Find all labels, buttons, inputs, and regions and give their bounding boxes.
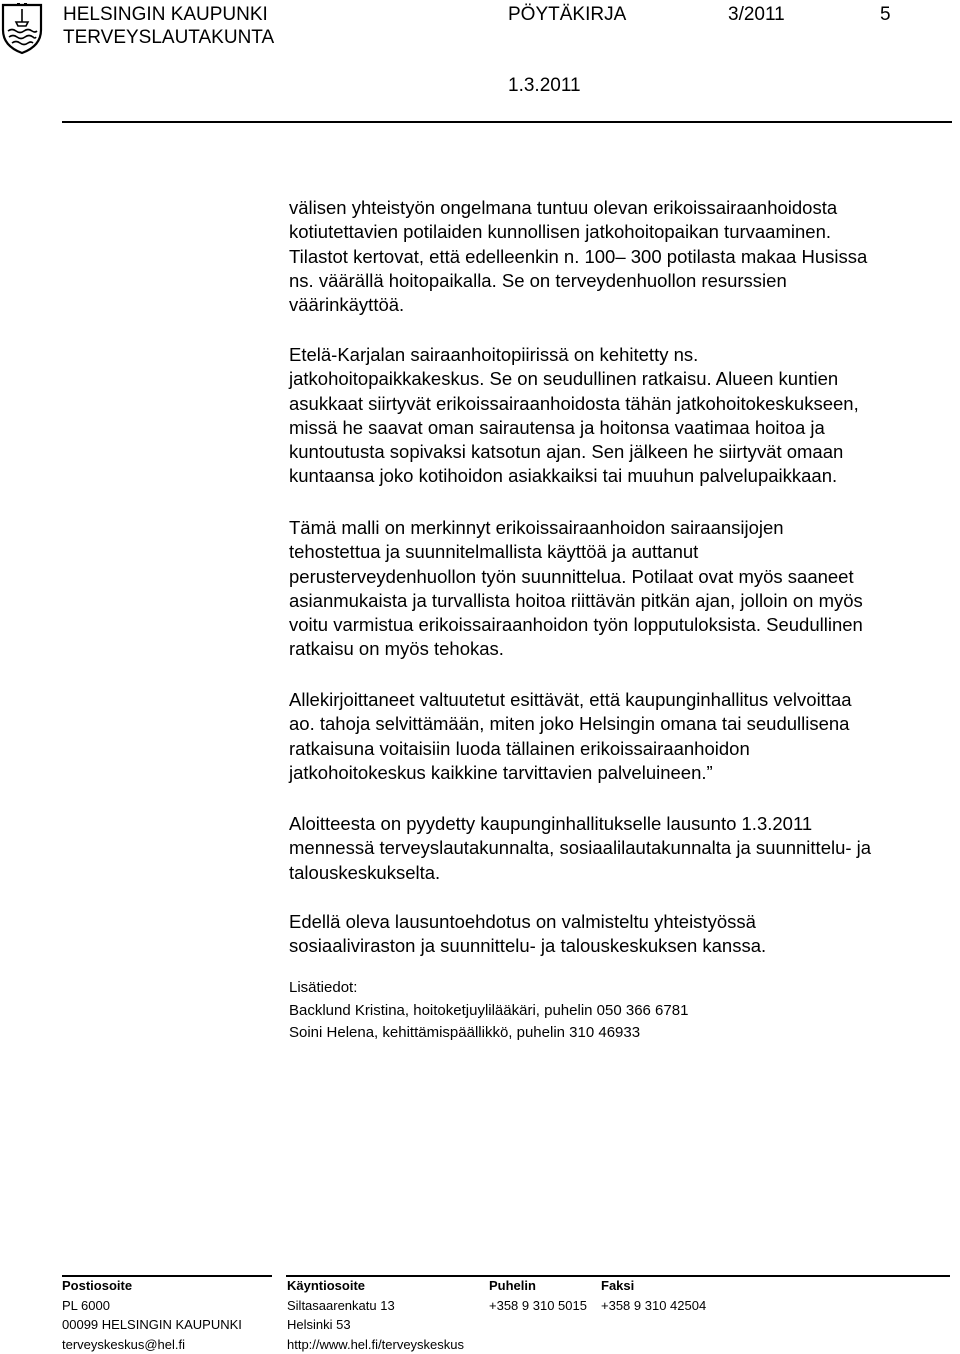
body-paragraph: [289, 196, 949, 317]
footer-visiting: [287, 1276, 464, 1354]
body-paragraph: [289, 812, 949, 885]
footer-visiting-line: Helsinki 53: [287, 1315, 464, 1335]
paragraph-text: Aloitteesta on pyydetty kaupunginhallitukselle lausunto 1.3.2011 mennessä terveyslautakunnalta, sosiaalilautakunnalta ja suunnittelu- ja talouskeskukselta.: [289, 812, 949, 885]
body-paragraph: [289, 910, 949, 959]
footer-postal-line: 00099 HELSINGIN KAUPUNKI: [62, 1315, 242, 1335]
footer-fax-number: +358 9 310 42504: [601, 1296, 706, 1316]
more-info-label: Lisätiedot:: [289, 977, 949, 1000]
footer-postal: [62, 1276, 242, 1354]
footer-postal-heading: Postiosoite: [62, 1276, 242, 1296]
footer-phone: [489, 1276, 587, 1315]
footer-fax-heading: Faksi: [601, 1276, 706, 1296]
footer-phone-heading: Puhelin: [489, 1276, 587, 1296]
helsinki-coat-of-arms-logo: [0, 0, 44, 56]
footer-email: terveyskeskus@hel.fi: [62, 1335, 242, 1354]
paragraph-text: välisen yhteistyön ongelmana tuntuu olevan erikoissairaanhoidosta kotiutettavien potilaiden kunnollisen jatkohoitopaikan turvaaminen. Tilastot kertovat, että edelleenkin n. 100– 300 potilasta makaa Husissa ns. väärällä hoitopaikalla. Se on terveydenhuollon resurssien väärinkäyttöä.: [289, 196, 949, 317]
body-paragraph: [289, 688, 949, 785]
header-board: TERVEYSLAUTAKUNTA: [63, 26, 274, 50]
footer-visiting-heading: Käyntiosoite: [287, 1276, 464, 1296]
header-doc-number: 3/2011: [728, 3, 785, 27]
paragraph-text: Allekirjoittaneet valtuutetut esittävät, että kaupunginhallitus velvoittaa ao. tahoja selvittämään, miten joko Helsingin omana tai seudullisena ratkaisuna voitaisiin luoda tällainen erikoissairaanhoidon jatkohoitokeskus kaikkine tarvittavien palveluineen.”: [289, 688, 949, 785]
more-info-block: [289, 977, 949, 1045]
footer-fax: [601, 1276, 706, 1315]
contact-line: Backlund Kristina, hoitoketjuylilääkäri, puhelin 050 366 6781: [289, 1000, 949, 1023]
paragraph-text: Tämä malli on merkinnyt erikoissairaanhoidon sairaansijojen tehostettua ja suunnitelmallista käyttöä ja auttanut perusterveydenhuollon työn suunnittelua. Potilaat ovat myös saaneet asianmukaista ja turvallista hoitoa riittävän pitkän ajan, jolloin on myös voitu varmistua erikoissairaanhoidon työn lopputuloksista. Seudullinen ratkaisu on myös tehokas.: [289, 516, 949, 662]
header-rule: [62, 121, 952, 123]
contact-line: Soini Helena, kehittämispäällikkö, puhelin 310 46933: [289, 1022, 949, 1045]
footer-postal-line: PL 6000: [62, 1296, 242, 1316]
paragraph-text: Edellä oleva lausuntoehdotus on valmisteltu yhteistyössä sosiaaliviraston ja suunnittelu- ja talouskeskuksen kanssa.: [289, 910, 949, 959]
header-date: 1.3.2011: [508, 74, 581, 98]
body-paragraph: [289, 343, 949, 489]
footer-phone-number: +358 9 310 5015: [489, 1296, 587, 1316]
header-page-number: 5: [880, 3, 891, 27]
header-doc-type: PÖYTÄKIRJA: [508, 3, 626, 27]
paragraph-text: Etelä-Karjalan sairaanhoitopiirissä on kehitetty ns. jatkohoitopaikkakeskus. Se on seudullinen ratkaisu. Alueen kuntien asukkaat siirtyvät erikoissairaanhoidosta tähän jatkohoitokeskukseen, missä he saavat oman sairautensa ja hoitonsa vaatimaa hoitoa ja kuntoutusta sopivaksi katsotun ajan. Sen jälkeen he siirtyvät omaan kuntaansa joko kotihoidon asiakkaiksi tai muuhun palvelupaikkaan.: [289, 343, 949, 489]
footer-website: http://www.hel.fi/terveyskeskus: [287, 1335, 464, 1354]
footer-visiting-line: Siltasaarenkatu 13: [287, 1296, 464, 1316]
body-paragraph: [289, 516, 949, 662]
header-city: HELSINGIN KAUPUNKI: [63, 3, 268, 27]
